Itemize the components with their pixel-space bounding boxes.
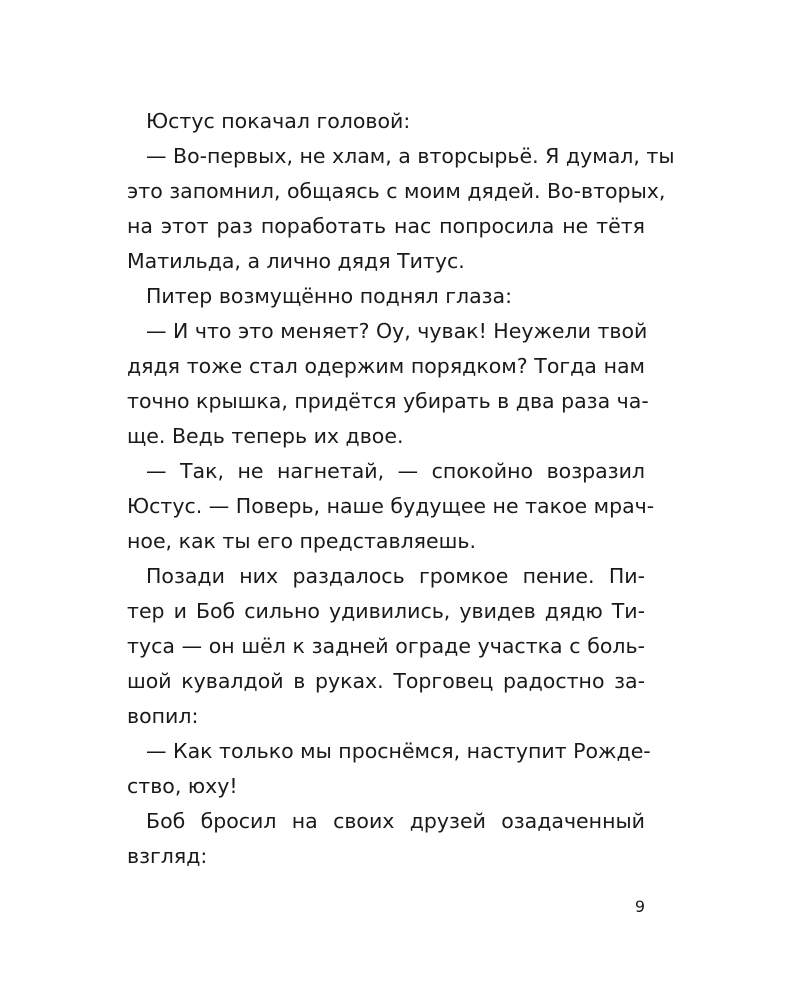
text-line: ное, как ты его представляешь. [127, 529, 476, 553]
text-line: вопил: [127, 704, 199, 728]
text-line: — Как только мы проснёмся, наступит Рожде- [146, 739, 651, 763]
text-line: туса — он шёл к задней ограде участка с боль- [127, 634, 645, 658]
text-line: Матильда, а лично дядя Титус. [127, 249, 465, 273]
text-line: — И что это меняет? Оу, чувак! Неужели твой [146, 319, 648, 343]
text-line: это запомнил, общаясь с моим дядей. Во-вторых, [127, 179, 666, 203]
text-line: тер и Боб сильно удивились, увидев дядю Ти- [127, 599, 645, 623]
text-line: ство, юху! [127, 774, 238, 798]
text-line: Боб бросил на своих друзей озадаченный [146, 809, 645, 833]
text-line: Позади них раздалось громкое пение. Пи- [146, 564, 645, 588]
text-line: Юстус покачал головой: [146, 109, 411, 133]
text-line: — Во-первых, не хлам, а вторсырьё. Я думал, ты [146, 144, 675, 168]
text-line: взгляд: [127, 844, 208, 868]
text-line: точно крышка, придётся убирать в два раза ча- [127, 389, 649, 413]
text-line: Питер возмущённо поднял глаза: [146, 284, 513, 308]
text-line: на этот раз поработать нас попросила не тётя [127, 214, 645, 238]
text-line: дядя тоже стал одержим порядком? Тогда нам [127, 354, 645, 378]
page-number: 9 [634, 897, 645, 916]
text-line: шой кувалдой в руках. Торговец радостно за- [127, 669, 645, 693]
text-line: Юстус. — Поверь, наше будущее не такое мрач- [127, 494, 655, 518]
body-text [127, 104, 675, 874]
text-line: — Так, не нагнетай, — спокойно возразил [146, 459, 645, 483]
text-line: ще. Ведь теперь их двое. [127, 424, 404, 448]
